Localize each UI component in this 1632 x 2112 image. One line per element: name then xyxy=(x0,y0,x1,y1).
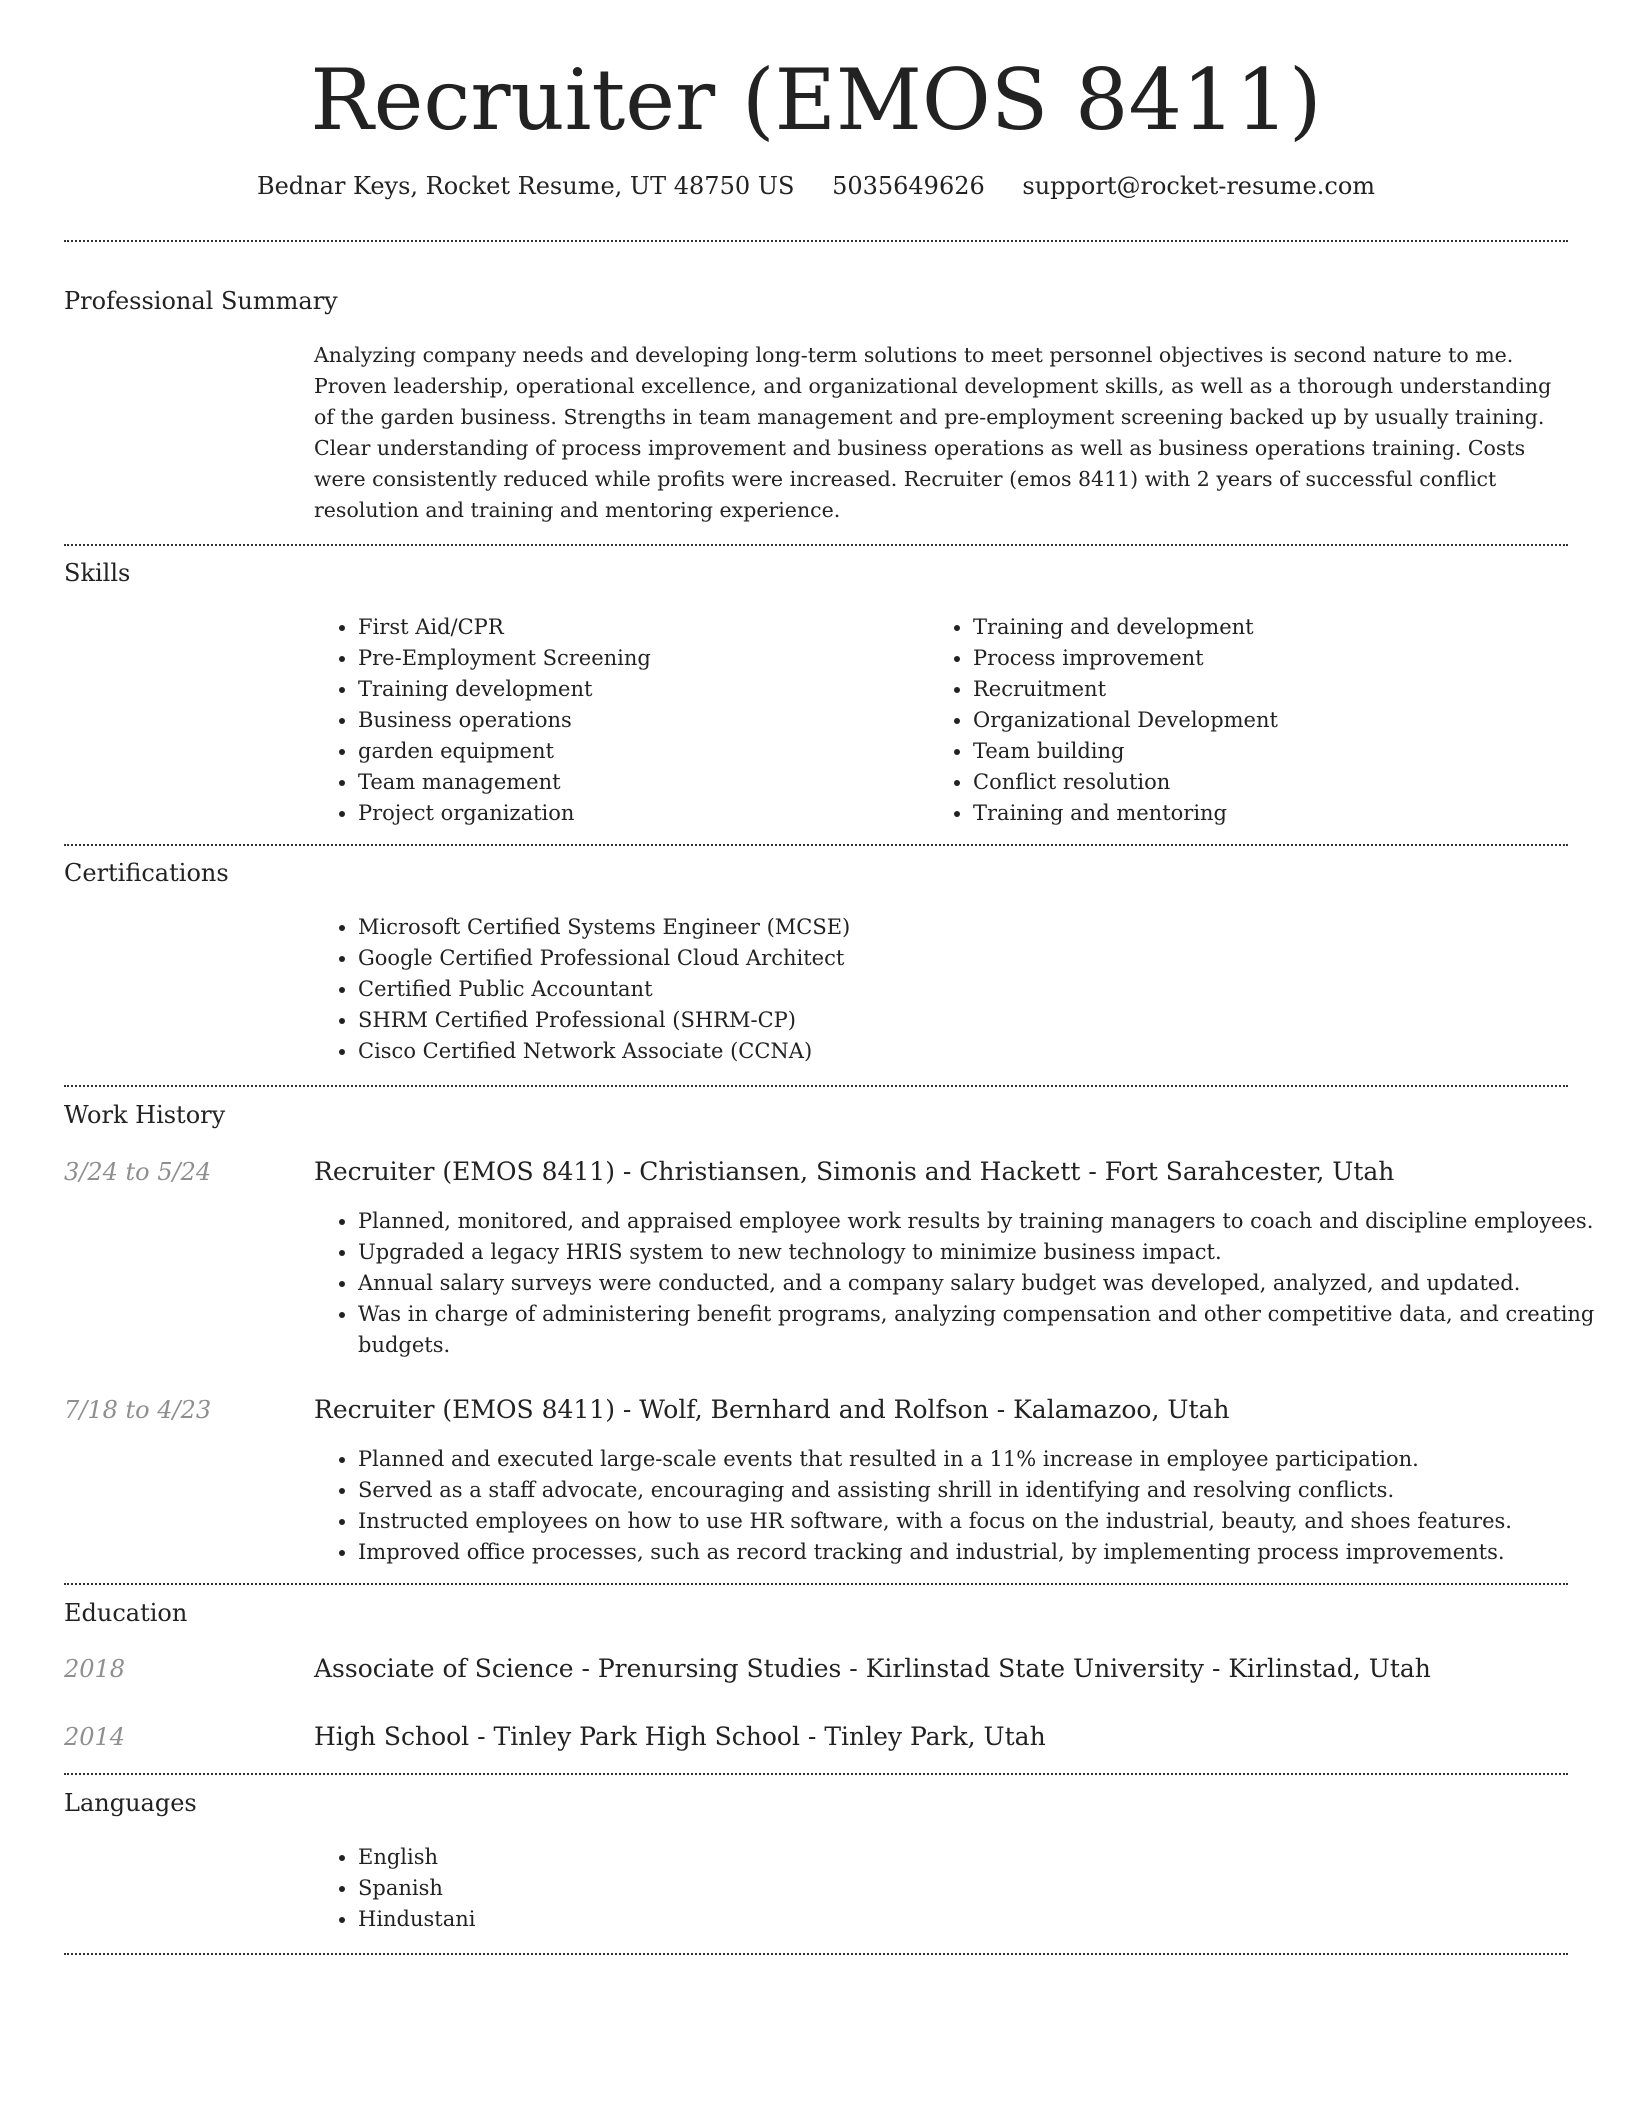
list-item: • Training development xyxy=(358,674,918,705)
languages-list xyxy=(314,1842,958,1935)
job-title: Recruiter (EMOS 8411) - Christiansen, Simonis and Hackett - Fort Sarahcester, Utah xyxy=(314,1157,1395,1186)
list-item: • Upgraded a legacy HRIS system to new technology to minimize business impact. xyxy=(358,1237,1612,1268)
divider xyxy=(64,1953,1568,1955)
list-item: • Microsoft Certified Systems Engineer (MCSE) xyxy=(358,912,1612,943)
list-item: • Organizational Development xyxy=(973,705,1573,736)
section-title-skills: Skills xyxy=(64,559,131,587)
divider xyxy=(64,1085,1568,1087)
list-item: • Improved office processes, such as record tracking and industrial, by implementing process improvements. xyxy=(358,1537,1612,1568)
education-year: 2018 xyxy=(64,1655,126,1683)
divider xyxy=(64,1773,1568,1775)
list-item: • English xyxy=(358,1842,958,1873)
contact-address: Bednar Keys, Rocket Resume, UT 48750 US xyxy=(256,172,795,200)
list-item: • Conflict resolution xyxy=(973,767,1573,798)
summary-text: Analyzing company needs and developing long-term solutions to meet personnel objectives is second nature to me. Proven leadership, operational excellence, and organizational development skills, as well as a thorough understanding of the garden business. Strengths in team management and pre-employment screening backed up by usually training. Clear understanding of process improvement and business operations as well as business operations training. Costs were consistently reduced while profits were increased. Recruiter (emos 8411) with 2 years of successful conflict resolution and training and mentoring experience. xyxy=(314,343,1552,522)
education-entry: High School - Tinley Park High School - Tinley Park, Utah xyxy=(314,1722,1046,1751)
resume-name: Recruiter (EMOS 8411) xyxy=(310,51,1322,149)
section-title-education: Education xyxy=(64,1599,188,1627)
contact-line xyxy=(0,170,1632,202)
list-item: • Training and development xyxy=(973,612,1573,643)
job-title: Recruiter (EMOS 8411) - Wolf, Bernhard and Rolfson - Kalamazoo, Utah xyxy=(314,1395,1230,1424)
job-dates: 7/18 to 4/23 xyxy=(64,1396,212,1424)
list-item: • Google Certified Professional Cloud Architect xyxy=(358,943,1612,974)
divider xyxy=(64,240,1568,242)
list-item: • Annual salary surveys were conducted, and a company salary budget was developed, analyzed, and updated. xyxy=(358,1268,1612,1299)
list-item: • Spanish xyxy=(358,1873,958,1904)
list-item: • Hindustani xyxy=(358,1904,958,1935)
list-item: • Process improvement xyxy=(973,643,1573,674)
list-item: • Team management xyxy=(358,767,918,798)
skills-list-right xyxy=(929,612,1573,829)
list-item: • Planned, monitored, and appraised employee work results by training managers to coach and discipline employees. xyxy=(358,1206,1612,1237)
list-item: • Certified Public Accountant xyxy=(358,974,1612,1005)
list-item: • SHRM Certified Professional (SHRM-CP) xyxy=(358,1005,1612,1036)
list-item: • Instructed employees on how to use HR software, with a focus on the industrial, beauty, and shoes features. xyxy=(358,1506,1612,1537)
section-title-summary: Professional Summary xyxy=(64,287,338,315)
list-item: • Pre-Employment Screening xyxy=(358,643,918,674)
list-item: • Served as a staff advocate, encouraging and assisting shrill in identifying and resolving conflicts. xyxy=(358,1475,1612,1506)
education-year: 2014 xyxy=(64,1723,126,1751)
list-item: • Was in charge of administering benefit programs, analyzing compensation and other competitive data, and creating budgets. xyxy=(358,1299,1612,1361)
contact-email: support@rocket-resume.com xyxy=(1022,172,1376,200)
list-item: • Team building xyxy=(973,736,1573,767)
list-item: • First Aid/CPR xyxy=(358,612,918,643)
list-item: • Planned and executed large-scale events that resulted in a 11% increase in employee participation. xyxy=(358,1444,1612,1475)
section-title-certifications: Certifications xyxy=(64,859,229,887)
list-item: • Cisco Certified Network Associate (CCNA) xyxy=(358,1036,1612,1067)
job-bullets xyxy=(314,1444,1612,1568)
list-item: • Training and mentoring xyxy=(973,798,1573,829)
skills-list-left xyxy=(314,612,918,829)
divider xyxy=(64,1583,1568,1585)
job-bullets xyxy=(314,1206,1612,1361)
list-item: • garden equipment xyxy=(358,736,918,767)
section-title-work-history: Work History xyxy=(64,1101,226,1129)
divider xyxy=(64,544,1568,546)
education-entry: Associate of Science - Prenursing Studies - Kirlinstad State University - Kirlinstad, Utah xyxy=(314,1654,1431,1683)
list-item: • Recruitment xyxy=(973,674,1573,705)
list-item: • Business operations xyxy=(358,705,918,736)
section-title-languages: Languages xyxy=(64,1789,197,1817)
certifications-list xyxy=(314,912,1612,1067)
contact-phone: 5035649626 xyxy=(832,172,985,200)
job-dates: 3/24 to 5/24 xyxy=(64,1158,212,1186)
list-item: • Project organization xyxy=(358,798,918,829)
divider xyxy=(64,844,1568,846)
